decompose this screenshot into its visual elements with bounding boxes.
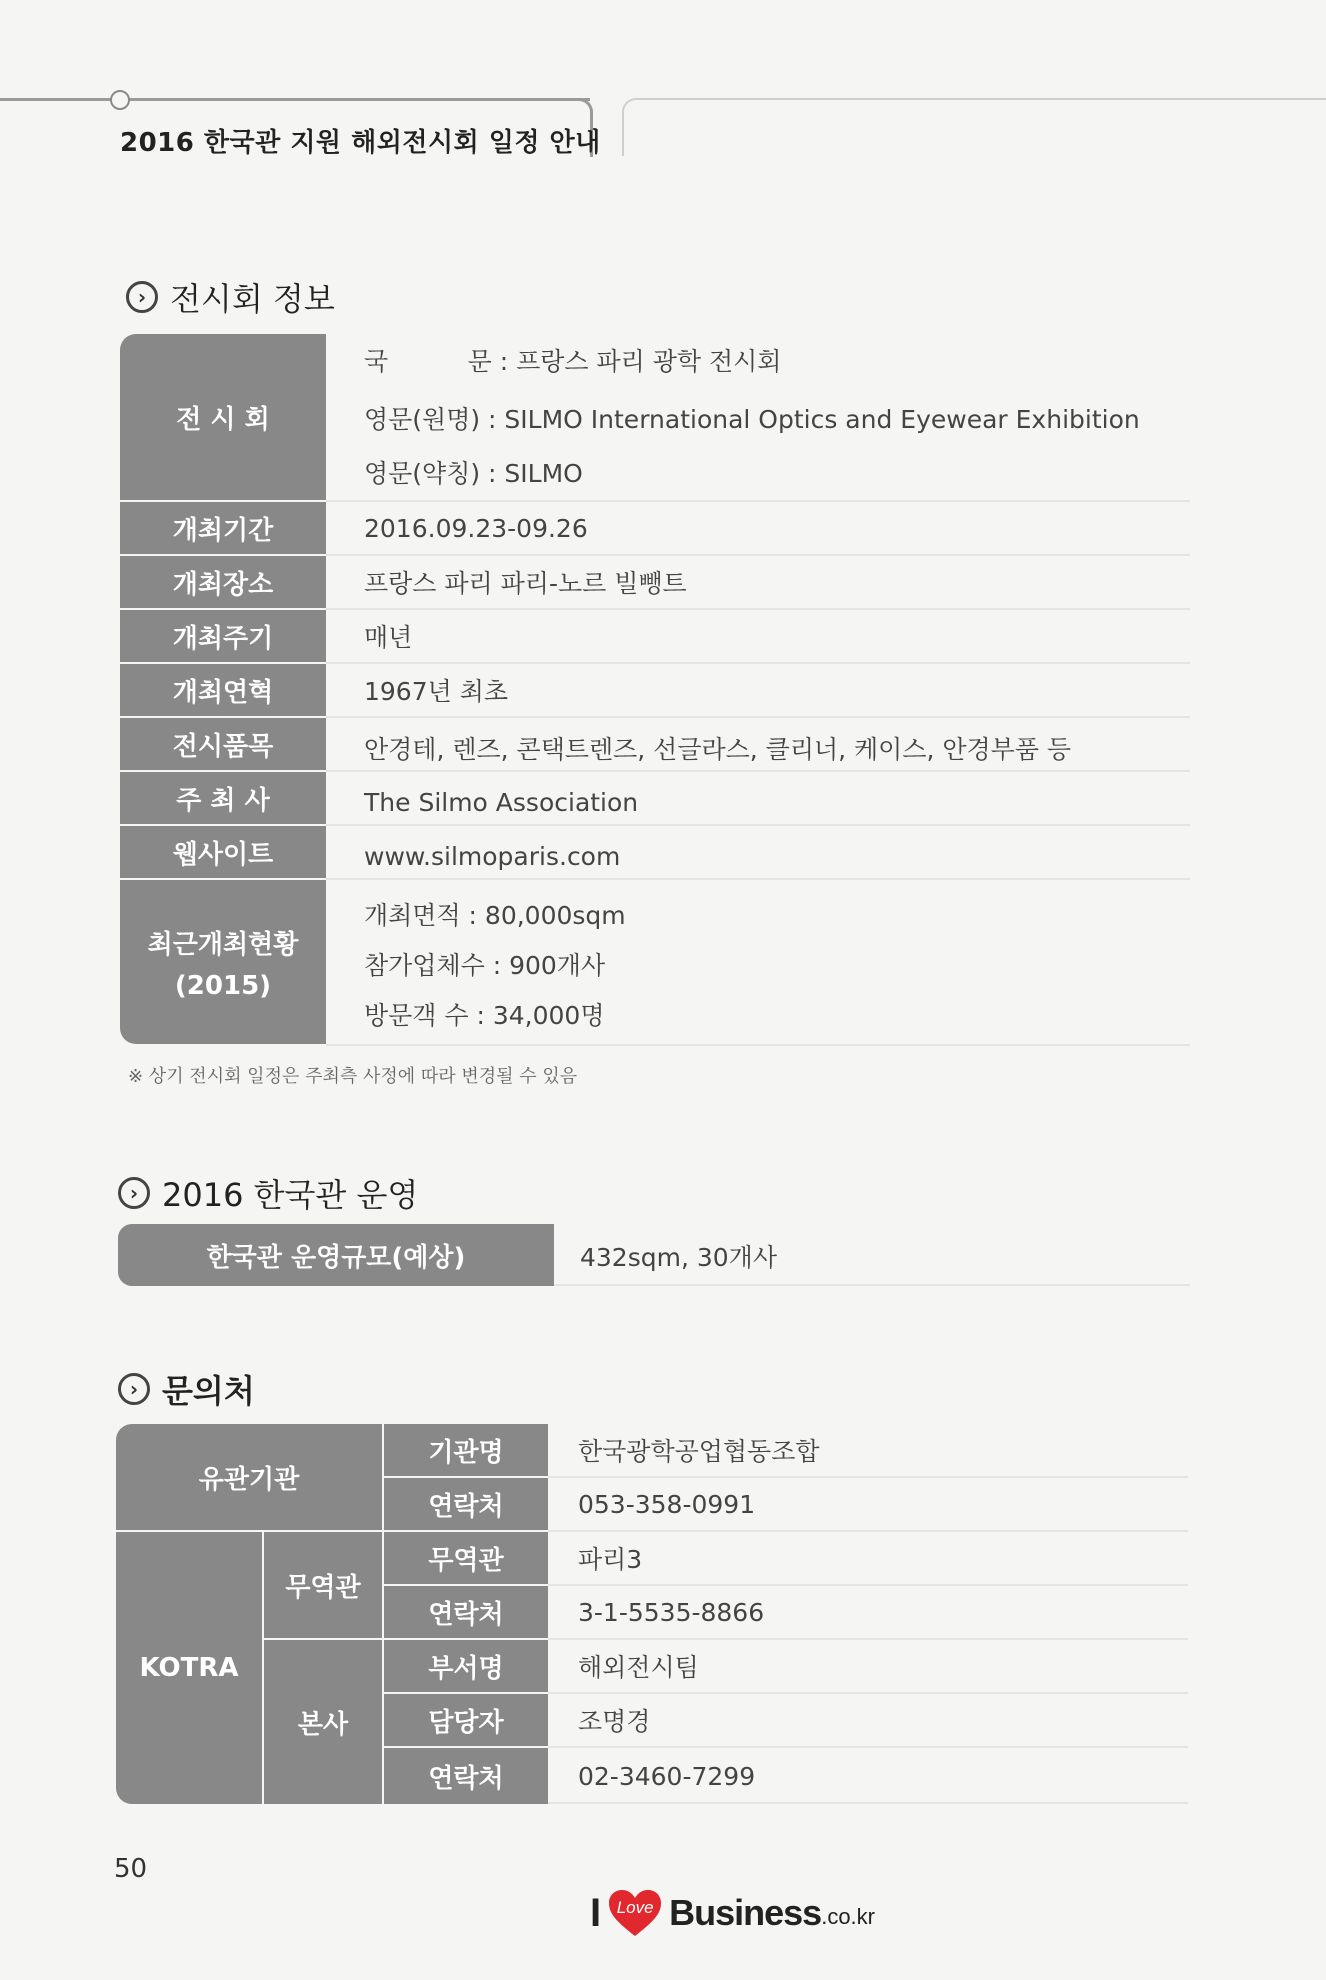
page-number: 50 — [114, 1854, 148, 1884]
value-frequency: 매년 — [364, 623, 413, 652]
value-products: 안경테, 렌즈, 콘택트렌즈, 선글라스, 클리너, 케이스, 안경부품 등 — [364, 735, 1072, 764]
chevron-right-circle-icon: › — [126, 281, 158, 313]
value-organizer: The Silmo Association — [364, 787, 639, 817]
value-name-english: 영문(원명) : SILMO International Optics and Eyewear Exhibition — [364, 405, 1140, 434]
label-org-name: 기관명 — [384, 1424, 548, 1476]
row-divider — [548, 1802, 1188, 1804]
label-trade-name: 무역관 — [384, 1532, 548, 1584]
logo-business: Business — [669, 1892, 822, 1933]
label-venue: 개최장소 — [120, 556, 326, 608]
row-divider — [548, 1530, 1188, 1532]
value-recent-exhibitors: 참가업체수 : 900개사 — [364, 951, 606, 980]
row-divider — [548, 1476, 1188, 1478]
value-name-korean: 국 문 : 프랑스 파리 광학 전시회 — [364, 347, 782, 376]
label-frequency: 개최주기 — [120, 610, 326, 662]
label-history: 개최연혁 — [120, 664, 326, 716]
value-period: 2016.09.23-09.26 — [364, 513, 588, 543]
section-heading-contact — [118, 1366, 255, 1412]
label-kotra: KOTRA — [116, 1532, 262, 1804]
label-person: 담당자 — [384, 1694, 548, 1746]
value-recent-area: 개최면적 : 80,000sqm — [364, 901, 626, 930]
section-title: 2016 한국관 운영 — [162, 1176, 419, 1214]
label-department: 부서명 — [384, 1640, 548, 1692]
label-recent-status — [120, 880, 326, 1044]
row-divider — [326, 662, 1190, 664]
chevron-right-circle-icon: › — [118, 1177, 150, 1209]
value-name-abbr: 영문(약칭) : SILMO — [364, 459, 583, 488]
row-divider — [326, 1044, 1190, 1046]
value-recent-visitors: 방문객 수 : 34,000명 — [364, 1001, 605, 1030]
section-title: 전시회 정보 — [170, 280, 335, 318]
label-headquarters: 본사 — [264, 1640, 382, 1804]
label-pavilion-scale: 한국관 운영규모(예상) — [118, 1224, 554, 1286]
value-trade-contact: 3-1-5535-8866 — [578, 1597, 765, 1627]
row-divider — [326, 824, 1190, 826]
label-exhibition-name: 전 시 회 — [120, 334, 326, 500]
header-circle-ornament — [110, 90, 130, 110]
value-org-contact: 053-358-0991 — [578, 1489, 756, 1519]
row-divider — [326, 878, 1190, 880]
label-website: 웹사이트 — [120, 826, 326, 878]
value-hq-contact: 02-3460-7299 — [578, 1761, 756, 1791]
label-trade-office: 무역관 — [264, 1532, 382, 1638]
label-related-org: 유관기관 — [116, 1424, 382, 1530]
row-divider — [554, 1284, 1190, 1286]
logo-love: Love — [616, 1898, 654, 1917]
value-history: 1967년 최초 — [364, 677, 509, 706]
iloveBusiness-logo — [590, 1888, 875, 1938]
section-title: 문의처 — [162, 1372, 255, 1410]
value-person: 조명경 — [578, 1707, 651, 1736]
row-divider — [326, 608, 1190, 610]
heart-icon — [607, 1888, 663, 1938]
label-recent-line1: 최근개최현황 — [147, 929, 299, 960]
label-hq-contact: 연락처 — [384, 1748, 548, 1804]
logo-domain: .co.kr — [821, 1904, 875, 1929]
row-divider — [326, 716, 1190, 718]
value-website: www.silmoparis.com — [364, 841, 621, 871]
logo-i: I — [590, 1890, 602, 1935]
chevron-right-circle-icon: › — [118, 1373, 150, 1405]
row-divider — [548, 1638, 1188, 1640]
row-divider — [548, 1692, 1188, 1694]
header-right-frame — [622, 98, 1326, 156]
value-department: 해외전시팀 — [578, 1653, 699, 1682]
label-organizer: 주 최 사 — [120, 772, 326, 824]
page-title: 2016 한국관 지원 해외전시회 일정 안내 — [120, 128, 601, 158]
value-trade-name: 파리3 — [578, 1545, 643, 1574]
value-venue: 프랑스 파리 파리-노르 빌뺑트 — [364, 569, 687, 598]
value-pavilion-scale: 432sqm, 30개사 — [580, 1243, 777, 1272]
label-org-contact: 연락처 — [384, 1478, 548, 1530]
label-recent-line2: (2015) — [174, 970, 272, 1001]
schedule-note: ※ 상기 전시회 일정은 주최측 사정에 따라 변경될 수 있음 — [128, 1066, 578, 1087]
row-divider — [326, 554, 1190, 556]
value-org-name: 한국광학공업협동조합 — [578, 1437, 820, 1466]
section-heading-pavilion — [118, 1170, 418, 1216]
row-divider — [326, 500, 1190, 502]
label-period: 개최기간 — [120, 502, 326, 554]
row-divider — [548, 1746, 1188, 1748]
label-products: 전시품목 — [120, 718, 326, 770]
label-trade-contact: 연락처 — [384, 1586, 548, 1638]
section-heading-exhibition — [126, 274, 335, 320]
row-divider — [326, 770, 1190, 772]
row-divider — [548, 1584, 1188, 1586]
header-rule — [0, 98, 590, 101]
